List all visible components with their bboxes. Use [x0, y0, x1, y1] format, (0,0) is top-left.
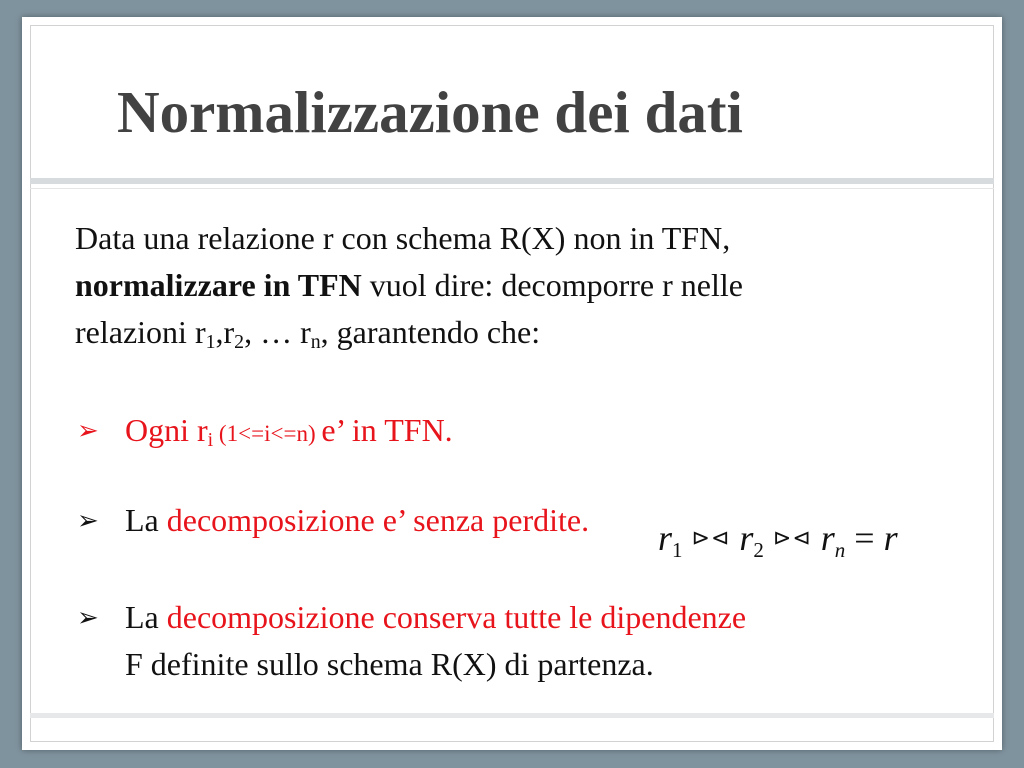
bullet-3-line-2: F definite sullo schema R(X) di partenza.	[125, 646, 654, 682]
bullet-1-range-note: (1<=i<=n)	[213, 420, 322, 446]
bullet-item-3	[77, 594, 965, 688]
bullet-item-1	[77, 407, 965, 457]
arrow-bullet-icon: ➢	[77, 603, 99, 632]
formula-r2: r	[739, 518, 754, 558]
subscript-1: 1	[205, 330, 216, 353]
intro-line-3-start: relazioni r	[75, 314, 206, 350]
intro-line-1: Data una relazione r con schema R(X) non in TFN,	[75, 220, 731, 256]
intro-paragraph	[75, 215, 975, 356]
intro-comma: ,r	[215, 314, 235, 350]
arrow-bullet-icon: ➢	[77, 506, 99, 535]
formula-sub-1: 1	[672, 538, 683, 562]
bullet-3-highlight: decomposizione conserva tutte le dipendenze	[166, 599, 747, 635]
title-divider-thin	[30, 188, 994, 189]
arrow-bullet-icon: ➢	[77, 416, 99, 445]
formula-r1: r	[658, 518, 673, 558]
slide	[22, 17, 1002, 750]
title-divider	[30, 178, 994, 184]
intro-line-3-end: , garantendo che:	[320, 314, 541, 350]
subscript-n: n	[310, 330, 321, 353]
intro-line-2-rest: vuol dire: decomporre r nelle	[361, 267, 743, 303]
formula-result: r	[883, 518, 898, 558]
formula-equals: =	[854, 518, 875, 558]
intro-bold-term: normalizzare in TFN	[75, 267, 362, 303]
natural-join-icon: ⊳⊲	[691, 525, 731, 550]
bullet-2-highlight: decomposizione e’ senza perdite.	[166, 502, 590, 538]
intro-ellipsis: , … r	[244, 314, 311, 350]
bullet-3-text	[125, 594, 965, 688]
bullet-1-part2: e’ in TFN.	[321, 412, 453, 448]
formula-rn: r	[820, 518, 835, 558]
bullet-1-text	[125, 407, 965, 457]
formula-sub-n: n	[834, 538, 846, 562]
slide-title: Normalizzazione dei dati	[117, 79, 743, 145]
bullet-3-plain: La	[125, 599, 167, 635]
bullet-1-part1: Ogni r	[125, 412, 208, 448]
lossless-join-formula	[658, 517, 958, 563]
subscript-2: 2	[234, 330, 245, 353]
formula-sub-2: 2	[753, 538, 764, 562]
bullet-1-subscript: i	[207, 428, 214, 451]
natural-join-icon: ⊳⊲	[772, 525, 812, 550]
bullet-2-plain: La	[125, 502, 167, 538]
footer-divider	[30, 713, 994, 718]
